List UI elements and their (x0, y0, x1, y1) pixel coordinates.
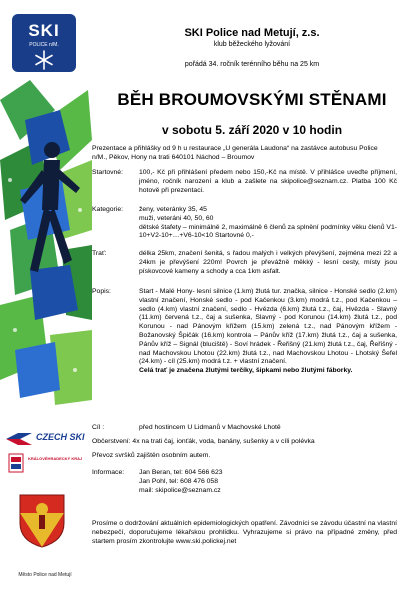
logo-subtext: POLICE n/M. (29, 42, 59, 48)
czech-ski-logo (6, 431, 92, 447)
kategorie-line: ženy, veteránky 35, 45 (139, 206, 207, 213)
cil-label: Cíl : (92, 424, 105, 431)
startovne-label: Startovné: (92, 169, 123, 176)
org-announcement: pořádá 34. ročník terénního běhu na 25 km (184, 61, 320, 68)
startovne-text: 100,- Kč při přihlášení předem nebo 150,-Kč na místě. V přihlášce uveďte příjmení, jméno, ročník narození a klub a zašlete na skipolice@seznam.cz. Platba 100 Kč hotově při prezentaci. (139, 169, 397, 194)
contact-email: mail: skipolice@seznam.cz (139, 486, 221, 494)
snowflake-icon (34, 50, 54, 70)
informace-label: Informace: (92, 469, 125, 476)
popis-values (139, 288, 397, 376)
czech-ski-mark-icon (6, 431, 32, 447)
popis-label: Popis: (92, 288, 111, 295)
org-title: SKI Police nad Metují, z.s. (184, 27, 320, 39)
prevoz-text: Převoz svršků zajištěn osobním autem. (92, 452, 211, 459)
popis-text: Start - Malé Hony- lesní silnice (1.km) žlutá tur. značka, silnice - Honské sedlo (2.km) vlastní značení, Honské sedlo - pod Kačenkou (3.km) modrá t.z., pod Kačenkou – sedlo (4.km) vlastní značení, sedlo - Hvězda (6.km) žlutá t.z., čaj, Hvězda - Slavný (11.km) červená t.z., čaj a sušenka, Slavný - pod Korunou (14.km) žlutá t.z., pod Korunou - nad Pánovým křížem (15.km) zelená t.z., nad Pánovým křížem - Božanovský Špičák (16.km) kontrola – Pánův kříž (17.km) žlutá t.z., čaj a sušenka, Pánův kříž – Signál (bluciště) - Soví hrádek - Řeřišný (21.km) žlutá t.z., čaj, Řeřišný - nad Machovskou Lhotou (22.km) žlutá t.z., nad Machovskou Lhotou - Lhotský Šefel (24.km) - cíl (25.km) modrá t.z. + vlastní značení. (139, 288, 397, 366)
obcerstveni-text: Občerstvení: 4x na trati čaj, ionťák, voda, banány, sušenky a v cíli polévka (92, 438, 315, 445)
intro-text: Prezentace a přihlášky od 9 h u restaurace „U generála Laudona“ na zastávce autobusu Police n/M., Pěkov, Hony na trati 640101 Náchod – Broumov (92, 145, 378, 161)
trat-text: délka 25km, značení šenitá, s řadou malých i velkých převýšení, zejména mezi 22 a 24km je převýšení 220m! Povrch je převážně měkký - lesní cesty, místy jsou pískovcové kameny a schody a cca 1km asfalt. (139, 250, 397, 275)
kategorie-line: muži, veteráni 40, 50, 60 (139, 214, 214, 222)
contact-line: Jan Pohl, tel: 608 476 058 (139, 477, 218, 485)
informace-values (139, 469, 223, 495)
city-caption: Město Police nad Metují (18, 572, 72, 578)
contact-line: Jan Beran, tel: 604 566 623 (139, 469, 223, 476)
closing-note: Prosíme o dodržování aktuálních epidemiologických opatření. Závodníci se závodu účastní na vlastní nebezpečí, doporučujeme lékařskou prohlídku. Vyhrazujeme si právo na případné změny, před startem prosím zkontrolujte www.ski.polickej.net (92, 520, 397, 545)
popis-bold-note: Celá trať je značena žlutými terčíky, šipkami nebo žlutými fáborky. (139, 367, 353, 375)
czech-ski-text: CZECH SKI (36, 432, 85, 442)
logo-text: SKI (28, 21, 60, 40)
left-decoration-column (0, 0, 92, 592)
kraj-logo (8, 453, 88, 475)
runner-graphic (0, 80, 92, 410)
kraj-emblem-icon (8, 453, 24, 473)
trat-label: Trať: (92, 250, 107, 257)
ski-police-logo (12, 14, 76, 72)
kategorie-label: Kategorie: (92, 206, 123, 213)
city-coat-of-arms-icon (12, 493, 72, 549)
cil-text: před hostincem U Lidmanů v Machovské Lhotě (139, 424, 281, 431)
race-date: v sobotu 5. září 2020 v 10 hodin (161, 123, 343, 137)
race-title: BĚH BROUMOVSKÝMI STĚNAMI (117, 90, 387, 109)
kategorie-values (139, 206, 397, 241)
kategorie-line: dětské štafety – minimálně 2, maximálně 6 členů za splnění podmínky věku členů V1-10+V2-10+…+V6-10<10 Startovné 0,- (139, 223, 397, 240)
kraj-text: KRÁLOVÉHRADECKÝ KRAJ (28, 456, 83, 461)
org-subtitle: klub běžeckého lyžování (213, 41, 291, 48)
